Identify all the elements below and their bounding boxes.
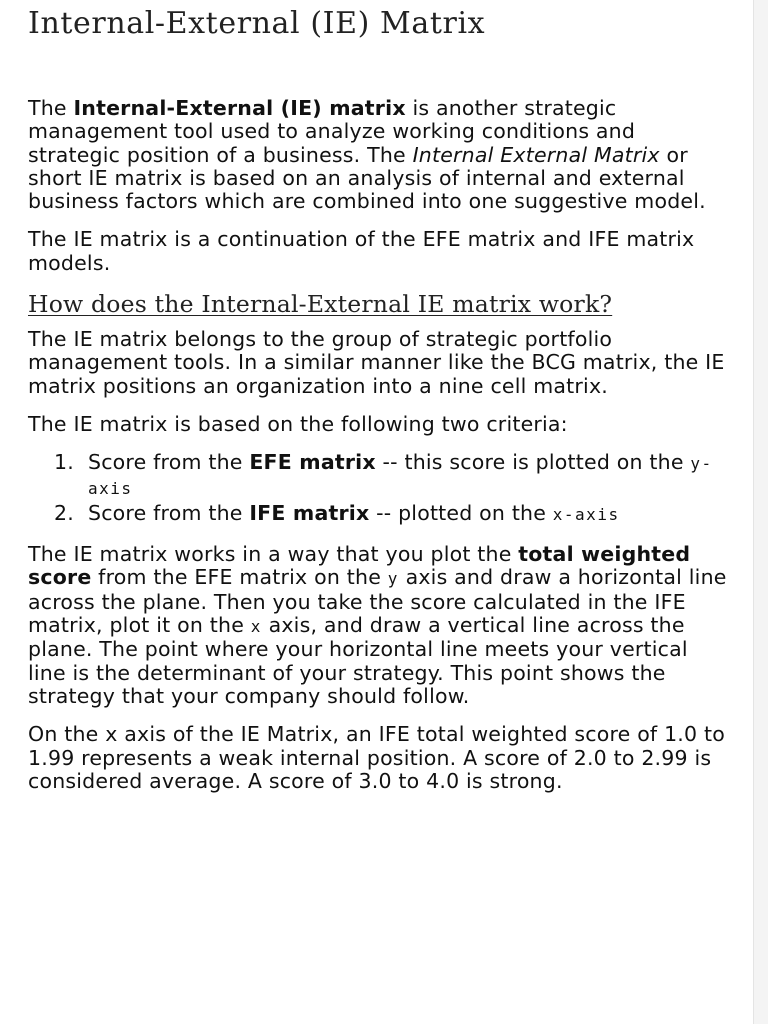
list-number: 1. bbox=[54, 450, 74, 475]
list-text: -- this score is plotted on the bbox=[375, 450, 691, 475]
x-code: x bbox=[250, 617, 262, 637]
plotting-text: The IE matrix works in a way that you plot the bbox=[28, 542, 519, 567]
list-text: -- plotted on the bbox=[369, 500, 553, 525]
portfolio-paragraph: The IE matrix belongs to the group of strategic portfolio management tools. In a similar manner like the BCG matrix, the IE matrix positions an organization into a nine cell matrix. bbox=[28, 327, 725, 398]
y-axis-code: y-axis bbox=[88, 454, 713, 498]
plotting-text: axis, and draw a vertical line across the plane. The point where your horizontal line meets your vertical line is the determinant of your strategy. This point shows the strategy that your company should follow. bbox=[28, 613, 688, 708]
article-body bbox=[28, 97, 728, 808]
y-code: y bbox=[387, 569, 399, 589]
ife-matrix-term: IFE matrix bbox=[249, 500, 370, 525]
ie-matrix-italic-term: Internal External Matrix bbox=[412, 142, 660, 167]
intro-paragraph bbox=[28, 97, 728, 213]
page-title: Internal-External (IE) Matrix bbox=[28, 6, 486, 41]
list-text: Score from the bbox=[88, 450, 250, 475]
x-axis-code: x-axis bbox=[552, 504, 620, 524]
continuation-paragraph: The IE matrix is a continuation of the EFE matrix and IFE matrix models. bbox=[28, 227, 695, 275]
list-number: 2. bbox=[54, 500, 74, 525]
score-ranges-paragraph: On the x axis of the IE Matrix, an IFE total weighted score of 1.0 to 1.99 represents a weak internal position. A score of 2.0 to 2.99 is considered average. A score of 3.0 to 4.0 is strong. bbox=[28, 722, 725, 793]
criteria-list bbox=[28, 451, 728, 526]
list-item bbox=[28, 451, 728, 500]
plotting-text: from the EFE matrix on the bbox=[91, 565, 388, 590]
total-weighted-score-term: total weighted score bbox=[28, 542, 691, 590]
criteria-intro-paragraph: The IE matrix is based on the following two criteria: bbox=[28, 411, 568, 436]
intro-text-start: The bbox=[28, 96, 74, 120]
efe-matrix-term: EFE matrix bbox=[249, 450, 376, 475]
ie-matrix-term: Internal-External (IE) matrix bbox=[73, 96, 406, 120]
plotting-paragraph bbox=[28, 543, 728, 708]
list-item bbox=[28, 502, 728, 526]
scrollbar-track[interactable] bbox=[753, 0, 768, 1024]
intro-text-middle: is another strategic management tool used to analyze working conditions and strategic position of a business. The bbox=[28, 96, 636, 167]
intro-text-end: or short IE matrix is based on an analysis of internal and external business factors which are combined into one suggestive model. bbox=[28, 142, 706, 214]
section-heading-link[interactable]: How does the Internal-External IE matrix work? bbox=[28, 290, 613, 319]
list-text: Score from the bbox=[88, 500, 250, 525]
plotting-text: axis and draw a horizontal line across the plane. Then you take the score calculated in the IFE matrix, plot it on the bbox=[28, 565, 727, 638]
